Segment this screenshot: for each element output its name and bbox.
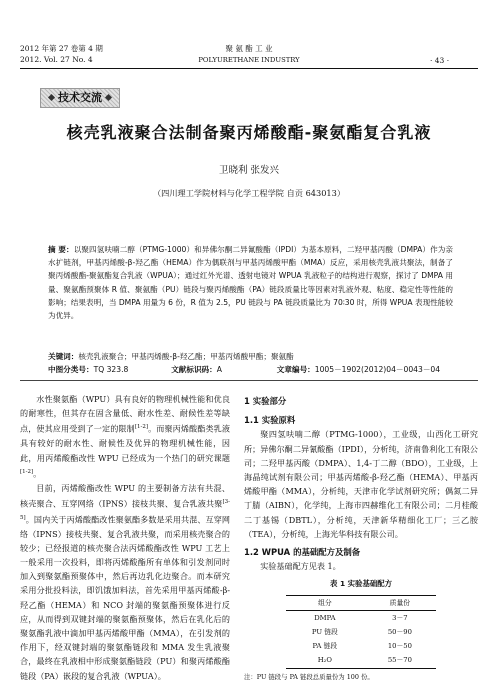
citation: [1-2] xyxy=(20,468,34,475)
doc-code-value: A xyxy=(216,365,222,374)
classification-line xyxy=(48,364,458,376)
section-heading-1-2: 1.2 WPUA 的基础配方及制备 xyxy=(244,547,361,558)
formula-table xyxy=(286,595,436,669)
intro-paragraph-2: 目前，丙烯酸酯改性 WPU 的主要制备方法有共混、核壳聚合、互穿网络（IPNS）接枝共聚、复合乳液共聚[3-5]。国内关于丙烯酸酯改性聚氨酯多数是采用共混、互穿网络（IPNS）接枝共聚、复合乳液共聚，而采用核壳聚合的较少；已经报道的核壳聚合法丙烯酸酯改性 WPU 工艺上一般采用一次投料，即将丙烯酸酯所有单体和引发剂同时加入到聚氨酯预聚体中，然后再边乳化边聚合。而本研究采用分批投料法，即饥饿加料法，首先采用甲基丙烯酸-β-羟乙酯（HEMA）和 NCO 封端的聚氨酯预聚体进行反应，从而得到双键封端的聚氨酯预聚体，然后在乳化后的聚氨酯乳液中滴加甲基丙烯酸甲酯（MMA），在引发剂的作用下，经双键封端的聚氨酯链段和 MMA 发生乳液聚合，最终在乳液相中形成聚氨酯链段（PU）和聚丙烯酸酯链段（PA）嵌段的复合乳液（WPUA）。 xyxy=(20,482,230,681)
keywords-label: 关键词： xyxy=(48,352,79,361)
diamond-icon xyxy=(105,94,112,101)
table-row: PU 链段 50－90 xyxy=(311,628,412,637)
keywords: 核壳乳液聚合；甲基丙烯酸-β-羟乙酯；甲基丙烯酸甲酯；聚氨酯 xyxy=(78,352,294,361)
volume-info-en: 2012. Vol. 27 No. 4 xyxy=(20,55,93,64)
affiliation: （四川理工学院材料与化学工程学院 自贡 643013） xyxy=(152,188,346,198)
abstract-text: 以聚四氢呋喃二醇（PTMG-1000）和异佛尔酮二异氰酸酯（IPDI）为基本原料，二羟甲基丙酸（DMPA）作为亲水扩链剂，甲基丙烯酸-β-羟乙酯（HEMA）作为偶联剂与甲基丙烯酸甲酯（MMA）反应，采用核壳乳液共聚法，制备了聚丙烯酸酯-聚氨酯复合乳液（WPUA）；通过红外光谱、透射电镜对 WPUA 乳液粒子的结构进行观察，探讨了 DMPA 用量、聚氨酯预聚体 R 值、聚氨酯（PU）链段与聚丙烯酸酯（PA）链段质量比等因素对乳液外观、粘度、稳定性等性能的影响；结果表明，当 DMPA 用量为 6 份，R 值为 2.5，PU 链段与 PA 链段质量比为 70∶30 时，所得 WPUA 表现性能较为优异。 xyxy=(48,245,453,321)
article-title: 核壳乳液聚合法制备聚丙烯酸酯-聚氨酯复合乳液 xyxy=(66,123,432,142)
table-caption: 表 1 实验基础配方 xyxy=(329,579,393,589)
table-header: 组分 xyxy=(318,598,332,607)
abstract-label: 摘 要： xyxy=(48,245,74,254)
table-row: H₂O 55－70 xyxy=(317,656,412,665)
section-heading-1-1: 1.1 实验原料 xyxy=(244,415,296,426)
article-id-value: 1005－1902(2012)04－0043－04 xyxy=(314,365,441,374)
table-row: DMPA 3－7 xyxy=(314,613,408,622)
clc-value: TQ 323.8 xyxy=(93,365,129,374)
volume-info-cn: 2012 年第 27 卷第 4 期 xyxy=(20,44,103,53)
diamond-icon xyxy=(48,94,55,101)
doc-code-label: 文献标识码： xyxy=(171,365,217,374)
section-badge xyxy=(40,88,120,108)
table-header-row xyxy=(286,595,436,610)
clc-label: 中图分类号： xyxy=(48,365,94,374)
abstract xyxy=(48,243,453,322)
table-row: PA 链段 10－50 xyxy=(312,642,412,651)
section-badge-label: 技术交流 xyxy=(58,91,102,104)
left-column xyxy=(20,392,230,683)
citation: [3-5] xyxy=(20,498,230,521)
citation: [1-2] xyxy=(134,424,148,431)
page-number: · 43 · xyxy=(430,56,450,65)
header-rule xyxy=(20,68,478,69)
intro-paragraph-1: 水性聚氨酯（WPU）具有良好的物理机械性能和优良的耐寒性，但其存在固含量低、耐水性差、耐候性差等缺点，使其应用受到了一定的限制[1-2]。而聚丙烯酸酯类乳液具有较好的耐水性、耐候性及优异的物理机械性能，因此，用丙烯酸酯改性 WPU 已经成为一个热门的研究课题[1-2]。 xyxy=(20,394,230,479)
section-heading-1: 1 实验部分 xyxy=(244,396,287,406)
right-column xyxy=(244,392,478,682)
abstract-rule xyxy=(20,380,478,381)
table-note: 注：PU 链段与 PA 链段总质量份为 100 份。 xyxy=(244,672,374,681)
table-header: 质量份 xyxy=(389,598,411,607)
keywords-line xyxy=(48,351,458,363)
materials-paragraph: 聚四氢呋喃二醇（PTMG-1000），工业级，山西化工研究所；异佛尔酮二异氰酸酯（IPDI），分析纯，济南鲁利化工有限公司；二羟甲基丙酸（DMPA）、1,4-丁二醇（BDO），工业级，上海晶纯试剂有限公司；甲基丙烯酸-β-羟乙酯（HEMA）、甲基丙烯酸甲酯（MMA），分析纯，天津市化学试剂研究所；偶氮二异丁腈（AIBN），化学纯，上海市四赫维化工有限公司；二月桂酸二丁基锡（DBTL），分析纯，天津新华精细化工厂；三乙胺（TEA），分析纯，上海光华科技有限公司。 xyxy=(244,429,478,539)
formula-intro: 实验基础配方见表 1。 xyxy=(260,561,341,572)
journal-name-en: POLYURETHANE INDUSTRY xyxy=(198,56,300,64)
journal-name-cn: 聚 氨 酯 工 业 xyxy=(225,44,273,53)
authors: 卫晓利 张发兴 xyxy=(218,165,280,176)
article-id-label: 文章编号： xyxy=(276,365,315,374)
